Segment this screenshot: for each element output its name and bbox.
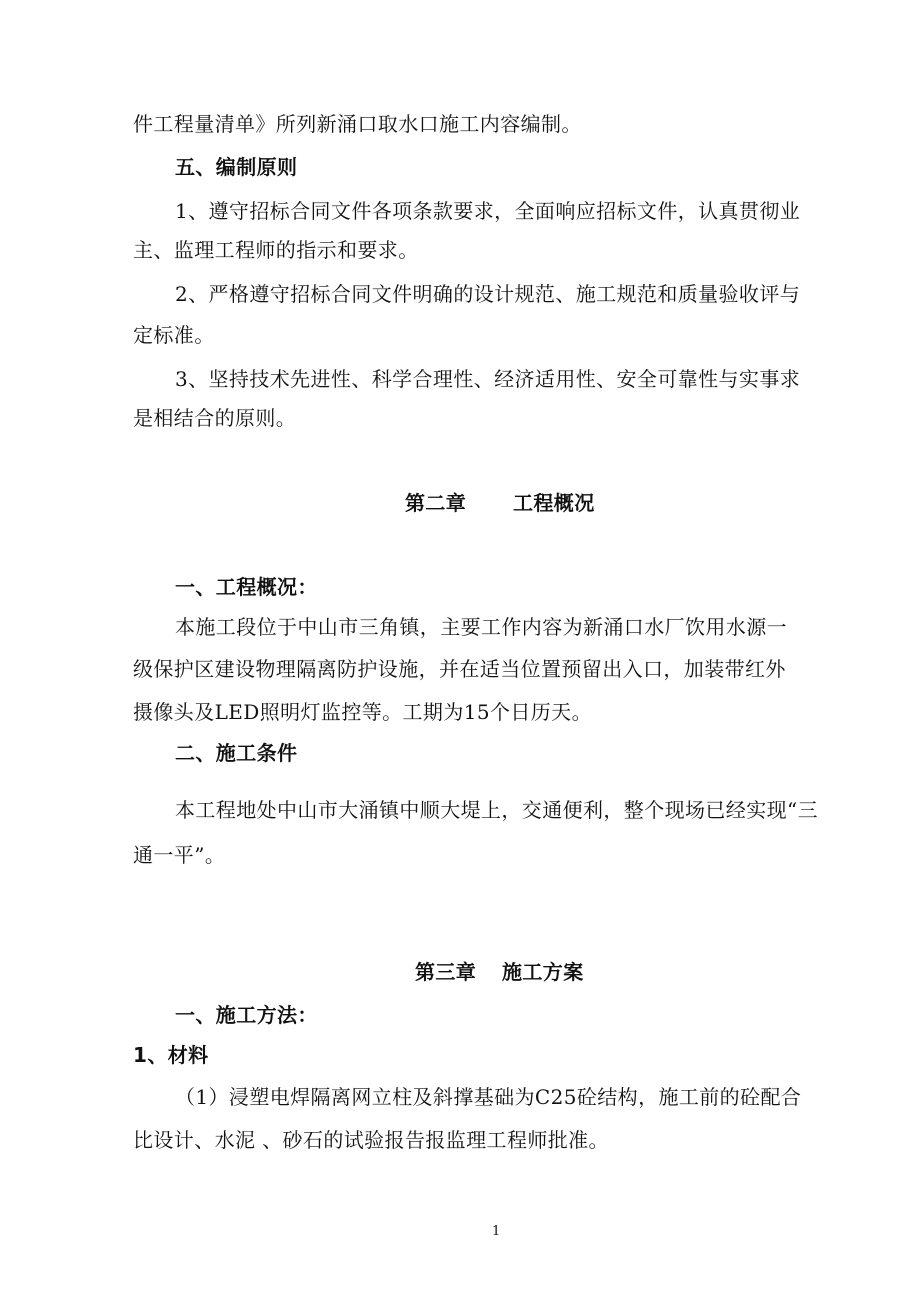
chapter-3-section-1-heading: 一、施工方法： [175,1003,318,1027]
principle-3-line-1: 3、坚持技术先进性、科学合理性、经济适用性、安全可靠性与实事求 [175,367,801,391]
overview-line-2: 级保护区建设物理隔离防护设施，并在适当位置预留出入口，加装带红外 [133,657,786,681]
overview-line-1: 本施工段位于中山市三角镇，主要工作内容为新涌口水厂饮用水源一 [175,615,787,639]
materials-line-2: 比设计、水泥 、砂石的试验报告报监理工程师批准。 [133,1128,609,1152]
principle-2-line-2: 定标准。 [133,323,215,347]
chapter-2-title: 工程概况 [513,491,595,515]
chapter-3-title: 施工方案 [502,960,584,984]
section-5-heading: 五、编制原则 [175,155,298,179]
overview-line-3: 摄像头及LED照明灯监控等。工期为15个日历天。 [133,700,592,724]
intro-tail-line: 件工程量清单》所列新涌口取水口施工内容编制。 [133,112,582,136]
principle-2-line-1: 2、严格遵守招标合同文件明确的设计规范、施工规范和质量验收评与 [175,282,801,306]
chapter-2-section-1-heading: 一、工程概况： [175,575,318,599]
principle-1-line-1: 1、遵守招标合同文件各项条款要求，全面响应招标文件，认真贯彻业 [175,199,801,223]
principle-3-line-2: 是相结合的原则。 [133,406,297,430]
chapter-2-section-2-heading: 二、施工条件 [175,741,298,765]
principle-1-line-2: 主、监理工程师的指示和要求。 [133,238,419,262]
materials-line-1: （1）浸塑电焊隔离网立柱及斜撑基础为C25砼结构，施工前的砼配合 [175,1085,802,1109]
chapter-3-label: 第三章 [415,960,477,984]
materials-heading: 1、材料 [133,1043,209,1067]
page-number: 1 [492,1224,501,1239]
chapter-2-label: 第二章 [405,491,467,515]
conditions-line-2: 通一平”。 [133,843,226,867]
conditions-line-1: 本工程地处中山市大涌镇中顺大堤上，交通便利，整个现场已经实现“三 [175,798,819,822]
